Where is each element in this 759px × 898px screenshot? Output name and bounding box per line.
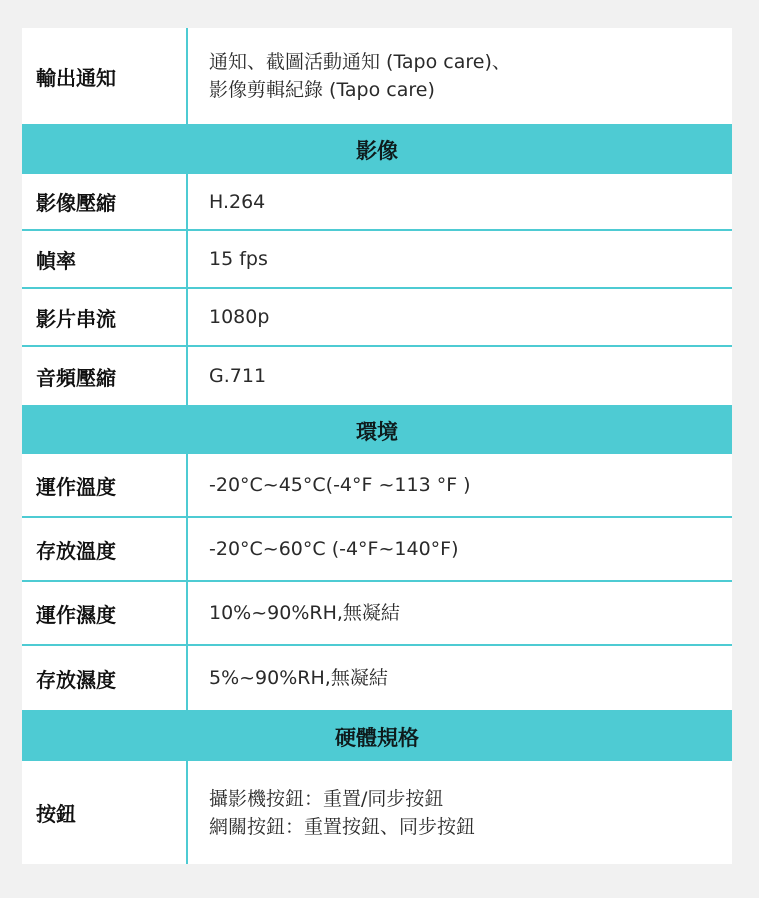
spec-value-line: G.711: [209, 365, 267, 387]
spec-row-frame-rate: [22, 231, 732, 289]
spec-label: 影像壓縮: [22, 174, 188, 229]
section-header-video: [22, 126, 732, 174]
spec-label: 影片串流: [22, 289, 188, 345]
spec-value-line: 10%~90%RH,無凝結: [209, 602, 400, 624]
spec-row-storage-temperature: [22, 518, 732, 582]
section-title: 環境: [356, 419, 398, 444]
spec-value: [188, 471, 732, 499]
spec-value: [188, 599, 732, 627]
spec-value: [188, 303, 732, 331]
spec-value-line: -20°C~60°C (-4°F~140°F): [209, 538, 459, 560]
spec-label: 運作溫度: [22, 454, 188, 516]
spec-label: 存放溫度: [22, 518, 188, 580]
spec-label: 按鈕: [22, 761, 188, 864]
spec-value: [188, 785, 732, 841]
spec-label: 幀率: [22, 231, 188, 287]
section-header-hardware: [22, 712, 732, 761]
spec-row-operating-temperature: [22, 454, 732, 518]
section-title: 硬體規格: [335, 725, 419, 750]
spec-table: [22, 28, 732, 864]
spec-row-output-notification: [22, 28, 732, 126]
spec-row-operating-humidity: [22, 582, 732, 646]
spec-value-line: -20°C~45°C(-4°F ~113 °F ): [209, 474, 471, 496]
spec-value: [188, 535, 732, 563]
spec-value-line: 影像剪輯紀錄 (Tapo care): [209, 79, 435, 101]
spec-value-line: 網關按鈕：重置按鈕、同步按鈕: [209, 815, 476, 838]
spec-label: 輸出通知: [22, 28, 188, 124]
spec-value-line: 攝影機按鈕：重置/同步按鈕: [209, 787, 444, 810]
spec-value-line: 通知、截圖活動通知 (Tapo care)、: [209, 51, 511, 73]
spec-row-buttons: [22, 761, 732, 864]
spec-value-line: H.264: [209, 190, 266, 213]
spec-label: 存放濕度: [22, 646, 188, 710]
spec-label: 運作濕度: [22, 582, 188, 644]
spec-row-video-stream: [22, 289, 732, 347]
spec-value-line: 15 fps: [209, 248, 268, 270]
spec-value-line: 5%~90%RH,無凝結: [209, 667, 388, 689]
spec-label: 音頻壓縮: [22, 347, 188, 405]
spec-row-audio-compression: [22, 347, 732, 407]
spec-value-line: 1080p: [209, 306, 270, 328]
spec-value: [188, 245, 732, 273]
spec-row-video-compression: [22, 174, 732, 231]
spec-value: [188, 188, 732, 216]
spec-value: [188, 664, 732, 692]
section-header-environment: [22, 407, 732, 454]
spec-value: [188, 362, 732, 390]
section-title: 影像: [356, 139, 398, 163]
spec-value: [188, 48, 732, 104]
spec-row-storage-humidity: [22, 646, 732, 712]
